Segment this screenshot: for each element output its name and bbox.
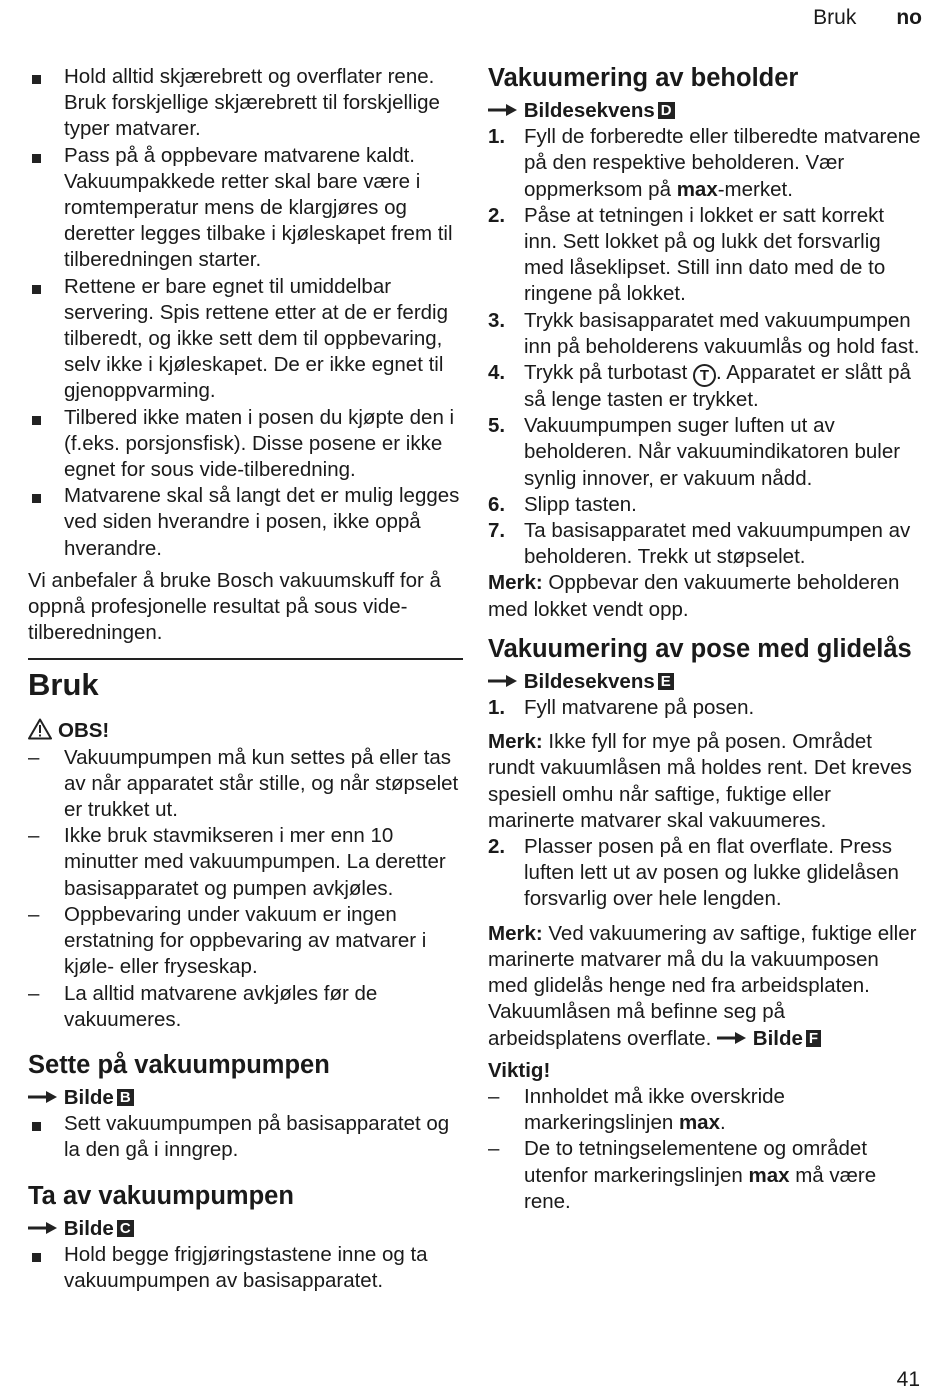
figure-reference (488, 98, 922, 124)
step-text: Fyll matvarene på posen. (524, 696, 755, 720)
obs-heading (28, 718, 463, 744)
list-item: – Oppbevaring under vakuum er ingen erstatning for oppbevaring av matvarer i kjøle- eller fryseskap. (28, 902, 463, 981)
note-paragraph (488, 570, 922, 622)
step-text: -merket. (717, 177, 793, 201)
note-paragraph (488, 921, 922, 1052)
step-number: 6. (488, 492, 506, 516)
section-title-beholder: Vakuumering av beholder (488, 64, 799, 92)
note-label: Merk: (488, 571, 543, 595)
step-item (488, 308, 922, 360)
header-language: no (896, 6, 922, 29)
section-title-sette: Sette på vakuumpumpen (28, 1050, 330, 1079)
step-text: Slipp tasten. (524, 492, 637, 516)
step-number: 4. (488, 361, 506, 385)
step-emphasis: max (676, 177, 718, 201)
recommendation-text: Vi anbefaler å bruke Bosch vakuumskuff for å oppnå profesjonelle resultat på sous vide-tilberedningen. (28, 568, 441, 645)
step-text: . Apparatet er slått på så lenge tasten er trykket. (524, 361, 911, 412)
list-item: Tilbered ikke maten i posen du kjøpte den i (f.eks. porsjonsfisk). Disse posene er ikke egnet for sous vide-tilberedning. (28, 405, 463, 484)
list-item: Sett vakuumpumpen på basisapparatet og la den gå i inngrep. (28, 1111, 463, 1163)
left-column (28, 64, 463, 1294)
list-item: Rettene er bare egnet til umiddelbar servering. Spis rettene etter at de er ferdig tilberedt, og ikke sett dem til oppbevaring, selv ikke i kjøleskapet. De er ikke egnet til gjenoppvarming. (28, 274, 463, 405)
list-item: – Ikke bruk stavmikseren i mer enn 10 minutter med vakuumpumpen. La deretter basisapparatet og pumpen avkjøles. (28, 823, 463, 902)
right-column (488, 62, 922, 1215)
figure-reference (28, 1085, 463, 1111)
turbo-button-icon: T (693, 364, 716, 387)
step-text: Plasser posen på en flat overflate. Press luften lett ut av posen og lukke glidelåsen forsvarlig over hele lengden. (524, 835, 899, 911)
step-item (488, 834, 922, 913)
step-text: Trykk på turbotast (524, 361, 693, 385)
item-text: De to tetningselementene og området utenfor markeringslinjen (524, 1137, 868, 1187)
section-title-ta-av: Ta av vakuumpumpen (28, 1181, 294, 1210)
hygiene-bullet-list (28, 64, 463, 562)
step-text: Påse at tetningen i lokket er satt korrekt inn. Sett lokket på og lukk det forsvarlig med låseklipset. Still inn dato med de to ringene på lokket. (524, 203, 886, 306)
important-list (488, 1084, 922, 1215)
step-text: Fyll de forberedte eller tilberedte matvarene på den respektive beholderen. Vær oppmerksom på (524, 125, 921, 201)
list-item (488, 1136, 922, 1215)
figure-label: Bilde (63, 1085, 114, 1109)
section-divider (28, 658, 463, 704)
list-item: Hold alltid skjærebrett og overflater rene. Bruk forskjellige skjærebrett til forskjellige typer matvarer. (28, 64, 463, 143)
list-item: Matvarene skal så langt det er mulig legges ved siden hverandre i posen, ikke oppå hverandre. (28, 483, 463, 562)
list-item (488, 1084, 922, 1136)
figure-label: Bilde (63, 1216, 114, 1240)
section-title-bruk: Bruk (28, 667, 99, 703)
list-item: Pass på å oppbevare matvarene kaldt. Vakuumpakkede retter skal bare være i romtemperatur mens de klargjøres og deretter legges tilbake i kjøleskapet frem til tilberedningen starter. (28, 143, 463, 274)
pose-steps (488, 695, 922, 721)
arrow-right-icon (717, 1031, 747, 1045)
list-item: – Vakuumpumpen må kun settes på eller tas av når apparatet står stille, og når støpselet er trukket ut. (28, 745, 463, 824)
figure-reference (28, 1216, 463, 1242)
beholder-steps (488, 124, 922, 570)
note-label: Merk: (488, 730, 543, 754)
list-item: Hold begge frigjøringstastene inne og ta vakuumpumpen av basisapparatet. (28, 1242, 463, 1294)
figure-box: D (658, 102, 675, 119)
note-paragraph (488, 729, 922, 834)
step-item (488, 413, 922, 492)
step-number: 1. (488, 125, 506, 149)
figure-reference (488, 669, 922, 695)
step-text: Vakuumpumpen suger luften ut av beholderen. Når vakuumindikatoren buler synlig innover, er vakuum nådd. (524, 414, 901, 490)
figure-label: Bilde (752, 1026, 803, 1050)
step-number: 3. (488, 308, 506, 332)
figure-box: E (658, 673, 674, 690)
obs-list (28, 745, 463, 1033)
arrow-right-icon (28, 1090, 58, 1104)
step-number: 2. (488, 203, 506, 227)
step-text: Trykk basisapparatet med vakuumpumpen inn på beholderens vakuumlås og hold fast. (524, 308, 920, 358)
figure-box: F (806, 1030, 821, 1047)
list-item: – La alltid matvarene avkjøles før de vakuumeres. (28, 981, 463, 1033)
arrow-right-icon (488, 103, 518, 117)
step-text: Ta basisapparatet med vakuumpumpen av beholderen. Trekk ut støpselet. (524, 519, 911, 569)
sette-list (28, 1111, 463, 1163)
item-text: . (719, 1111, 726, 1135)
section-title-pose: Vakuumering av pose med glidelås (488, 634, 912, 663)
item-text: Innholdet må ikke overskride markeringslinjen (524, 1084, 785, 1135)
step-item (488, 360, 922, 413)
step-item (488, 695, 922, 721)
note-text: Ikke fyll for mye på posen. Området rundt vakuumlåsen må holdes rent. Det kreves spesiell omhu når saftige, fuktige eller marinerte matvarer skal vakuumeres. (488, 730, 912, 832)
note-text: Oppbevar den vakuumerte beholderen med lokket vendt opp. (488, 571, 900, 621)
page-number: 41 (896, 1368, 920, 1391)
ta-av-list (28, 1242, 463, 1294)
step-item (488, 518, 922, 570)
figure-box: C (117, 1220, 134, 1237)
item-emphasis: max (678, 1111, 720, 1135)
step-number: 1. (488, 696, 506, 720)
arrow-right-icon (28, 1221, 58, 1235)
page-header (813, 6, 922, 30)
step-item (488, 492, 922, 518)
header-section: Bruk (813, 6, 857, 29)
figure-label: Bildesekvens (523, 669, 655, 693)
note-label: Merk: (488, 921, 543, 945)
pose-steps-continued (488, 834, 922, 913)
figure-box: B (117, 1089, 134, 1106)
arrow-right-icon (488, 674, 518, 688)
obs-label: OBS! (58, 719, 110, 743)
note-text: Ved vakuumering av saftige, fuktige eller marinerte matvarer må du la vakuumposen med glidelås henge ned fra arbeidsplaten. Vakuumlåsen må befinne seg på arbeidsplatens overflate. (488, 921, 917, 1050)
step-number: 5. (488, 414, 506, 438)
step-item (488, 203, 922, 308)
important-label: Viktig! (488, 1058, 551, 1082)
figure-label: Bildesekvens (523, 99, 655, 122)
step-number: 7. (488, 519, 506, 543)
step-item (488, 124, 922, 203)
item-emphasis: max (748, 1163, 790, 1187)
warning-triangle-icon (28, 718, 52, 740)
step-number: 2. (488, 835, 506, 859)
item-text: må være rene. (524, 1163, 877, 1213)
